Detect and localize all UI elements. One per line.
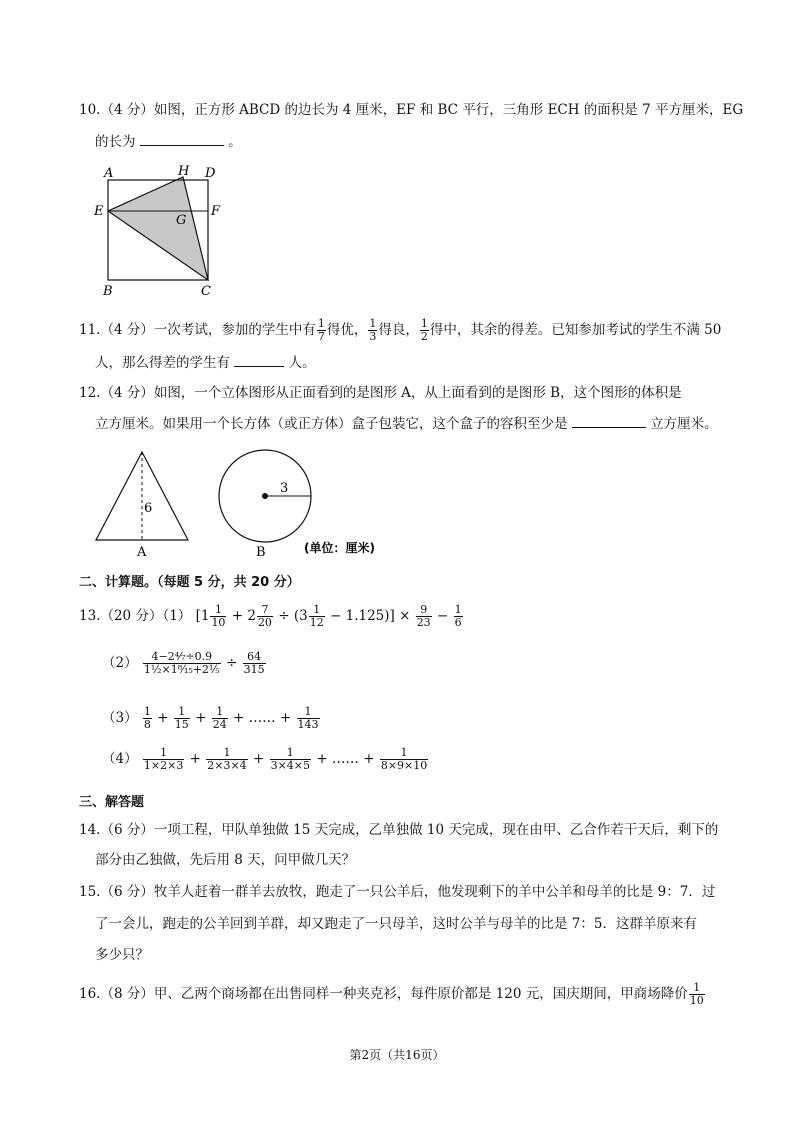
- fig-label-f: F: [211, 204, 221, 219]
- q10-line1: 10.（4 分）如图，正方形 ABCD 的边长为 4 厘米，EF 和 BC 平行，三角形 ECH 的面积是 7 平方厘米，EG: [79, 102, 744, 118]
- q14-line2: 部分由乙独做，先后用 8 天，问甲做几天？: [95, 852, 356, 868]
- fig-b-radius: 3: [280, 481, 289, 496]
- fig-label-d: D: [205, 166, 216, 181]
- q14-line1: 14.（6 分）一项工程，甲队单独做 15 天完成，乙单独做 10 天完成，现在由甲、乙合作若干天后，剩下的: [79, 822, 719, 838]
- section-3-heading: 三、解答题: [79, 795, 145, 810]
- q11-answer-blank[interactable]: [234, 353, 284, 367]
- fig-a-height: 6: [144, 501, 153, 516]
- fraction: $\frac{1}{2}$: [420, 317, 428, 343]
- q13-expr-1: 13.（20 分）（1） [1 $\frac{1}{10}$ + 2 $\frac{7}{20}$ ÷ (3 $\frac{1}{12}$ − 1.125)] × $\frac{9}{23}$ − $\frac{1}{6}$: [79, 603, 462, 629]
- q12-answer-blank[interactable]: [572, 414, 646, 428]
- q15-line2: 了一会儿，跑走的公羊回到羊群，却又跑走了一只母羊，这时公羊与母羊的比是 7：5．这群羊原来有: [95, 916, 697, 932]
- q11-line2: 人，那么得差的学生有 人。: [95, 355, 316, 371]
- q12-line2: 立方厘米。如果用一个长方体（或正方体）盒子包装它，这个盒子的容积至少是 立方厘米。: [95, 416, 718, 432]
- q13-expr-3: （3） $\frac{1}{8}$ + $\frac{1}{15}$ + $\frac{1}{24}$ + …… + $\frac{1}{143}$: [102, 705, 319, 731]
- page-footer: 第2页（共16页）: [349, 1048, 445, 1062]
- fraction: $\frac{1}{3}$: [369, 317, 377, 343]
- fig-b-label: B: [256, 545, 266, 560]
- q10-square-figure: [88, 162, 228, 302]
- unit-note: (单位：厘米): [304, 541, 375, 555]
- q15-line3: 多少只？: [95, 947, 149, 963]
- q10-line2: 的长为 。: [95, 134, 242, 150]
- q16-line1: 16.（8 分）甲、乙两个商场都在出售同样一种夹克衫，每件原价都是 120 元，国庆期间，甲商场降价 $\frac{1}{10}$: [79, 981, 704, 1007]
- q12-figures: [90, 448, 400, 560]
- fig-label-b: B: [103, 284, 113, 299]
- fig-label-a: A: [104, 166, 114, 181]
- q13-expr-4: （4） $\frac{1}{1\times 2\times 3}$ + $\frac{1}{2\times 3\times 4}$ + $\frac{1}{3\times 4\times 5}$ + …… + $\frac{1}{8\times 9\times 10}$: [102, 746, 428, 772]
- fig-label-c: C: [201, 284, 211, 299]
- q13-expr-2: （2） $\frac{\text{4−2⁴⁄₇÷0.9}}{\text{1½×1⁸⁄₁₅+2⅕}}$ ÷ $\frac{64}{315}$: [102, 650, 265, 676]
- q10-answer-blank[interactable]: [140, 132, 224, 146]
- fig-label-h: H: [178, 164, 190, 179]
- q12-line1: 12.（4 分）如图，一个立体图形从正面看到的是图形 A，从上面看到的是图形 B，这个图形的体积是: [79, 385, 682, 401]
- section-2-heading: 二、计算题。（每题 5 分，共 20 分）: [79, 575, 300, 590]
- q15-line1: 15.（6 分）牧羊人赶着一群羊去放牧，跑走了一只公羊后，他发现剩下的羊中公羊和母羊的比是 9：7．过: [79, 884, 716, 900]
- fraction: $\frac{1}{7}$: [317, 317, 325, 343]
- fig-label-e: E: [94, 204, 104, 219]
- fig-a-label: A: [137, 545, 147, 560]
- fig-label-g: G: [176, 213, 187, 228]
- q11-line1: 11.（4 分）一次考试，参加的学生中有 $\frac{1}{7}$ 得优， $\frac{1}{3}$ 得良， $\frac{1}{2}$ 得中，其余的得差。已知参加考试的学生不满 50: [79, 317, 722, 343]
